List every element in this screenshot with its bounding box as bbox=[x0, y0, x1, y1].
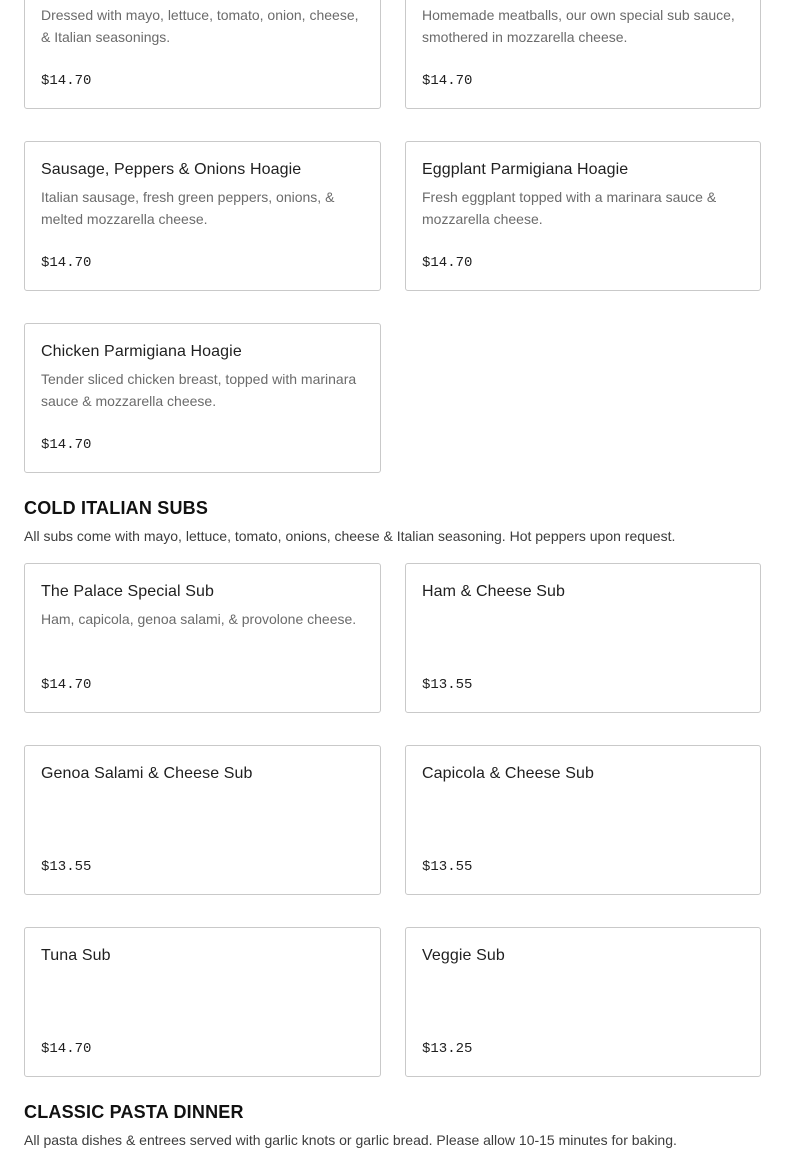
menu-item-card[interactable] bbox=[405, 0, 761, 109]
menu-item-card[interactable] bbox=[405, 141, 761, 291]
menu-item-description: Fresh eggplant topped with a marinara sauce & mozzarella cheese. bbox=[422, 189, 717, 227]
menu-item-name: Veggie Sub bbox=[422, 947, 505, 964]
menu-item-name: Eggplant Parmigiana Hoagie bbox=[422, 161, 629, 178]
menu-item-card[interactable] bbox=[24, 141, 381, 291]
menu-item-price: $14.70 bbox=[41, 437, 92, 453]
menu-item-description: Italian sausage, fresh green peppers, onions, & melted mozzarella cheese. bbox=[41, 189, 335, 227]
menu-item-description: Tender sliced chicken breast, topped with marinara sauce & mozzarella cheese. bbox=[41, 371, 357, 409]
menu-item-price: $13.55 bbox=[422, 677, 473, 693]
menu-item-card[interactable] bbox=[24, 323, 381, 473]
menu-item-card[interactable] bbox=[405, 745, 761, 895]
menu-item-card[interactable] bbox=[405, 563, 761, 713]
menu-item-price: $13.25 bbox=[422, 1041, 473, 1057]
section-description: All pasta dishes & entrees served with garlic knots or garlic bread. Please allow 10-15 minutes for baking. bbox=[24, 1132, 677, 1148]
menu-item-price: $14.70 bbox=[422, 73, 473, 89]
menu-item-card[interactable] bbox=[24, 563, 381, 713]
menu-item-price: $14.70 bbox=[41, 677, 92, 693]
menu-item-card[interactable] bbox=[24, 745, 381, 895]
menu-item-name: Ham & Cheese Sub bbox=[422, 583, 566, 600]
menu-item-card[interactable] bbox=[24, 0, 381, 109]
menu-item-name: Chicken Parmigiana Hoagie bbox=[41, 343, 242, 360]
section-title: COLD ITALIAN SUBS bbox=[24, 498, 209, 518]
menu-item-card[interactable] bbox=[405, 927, 761, 1077]
menu-item-price: $13.55 bbox=[422, 859, 473, 875]
menu-item-price: $14.70 bbox=[422, 255, 473, 271]
menu-item-name: Sausage, Peppers & Onions Hoagie bbox=[41, 161, 302, 178]
menu-item-name: The Palace Special Sub bbox=[41, 583, 214, 600]
menu-item-card[interactable] bbox=[24, 927, 381, 1077]
menu-item-name: Tuna Sub bbox=[41, 947, 111, 964]
menu-item-price: $14.70 bbox=[41, 73, 92, 89]
menu-item-price: $14.70 bbox=[41, 1041, 92, 1057]
menu-item-price: $14.70 bbox=[41, 255, 92, 271]
menu-item-name: Capicola & Cheese Sub bbox=[422, 765, 594, 782]
menu-item-price: $13.55 bbox=[41, 859, 92, 875]
menu-item-description: Dressed with mayo, lettuce, tomato, onion, cheese, & Italian seasonings. bbox=[41, 7, 359, 45]
section-description: All subs come with mayo, lettuce, tomato, onions, cheese & Italian seasoning. Hot peppers upon request. bbox=[24, 528, 676, 544]
menu-item-description: Homemade meatballs, our own special sub sauce, smothered in mozzarella cheese. bbox=[422, 7, 735, 45]
section-title: CLASSIC PASTA DINNER bbox=[24, 1102, 244, 1122]
menu-item-description: Ham, capicola, genoa salami, & provolone cheese. bbox=[41, 611, 357, 627]
menu-item-name: Genoa Salami & Cheese Sub bbox=[41, 765, 253, 782]
